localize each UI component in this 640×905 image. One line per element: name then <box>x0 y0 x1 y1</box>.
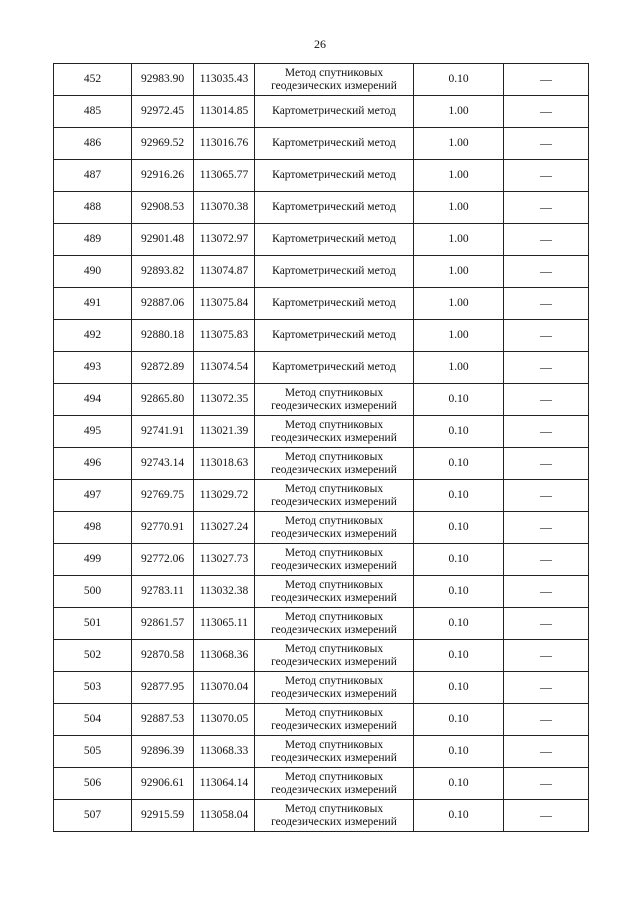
x-coordinate-cell: 92896.39 <box>132 736 194 768</box>
method-cell: Метод спутниковых геодезических измерений <box>255 512 414 544</box>
method-cell: Картометрический метод <box>255 256 414 288</box>
point-number-cell: 491 <box>54 288 132 320</box>
x-coordinate-cell: 92916.26 <box>132 160 194 192</box>
x-coordinate-cell: 92770.91 <box>132 512 194 544</box>
accuracy-cell: 0.10 <box>414 640 504 672</box>
table-row <box>54 256 589 288</box>
accuracy-cell: 1.00 <box>414 288 504 320</box>
x-coordinate-cell: 92908.53 <box>132 192 194 224</box>
x-coordinate-cell: 92901.48 <box>132 224 194 256</box>
x-coordinate-cell: 92972.45 <box>132 96 194 128</box>
note-cell: — <box>504 128 589 160</box>
note-cell: — <box>504 256 589 288</box>
method-cell: Метод спутниковых геодезических измерений <box>255 672 414 704</box>
table-row <box>54 736 589 768</box>
table-row <box>54 672 589 704</box>
note-cell: — <box>504 800 589 832</box>
point-number-cell: 496 <box>54 448 132 480</box>
y-coordinate-cell: 113075.83 <box>194 320 255 352</box>
table-row <box>54 352 589 384</box>
method-cell: Метод спутниковых геодезических измерений <box>255 736 414 768</box>
y-coordinate-cell: 113065.77 <box>194 160 255 192</box>
y-coordinate-cell: 113027.73 <box>194 544 255 576</box>
x-coordinate-cell: 92772.06 <box>132 544 194 576</box>
table-row <box>54 224 589 256</box>
point-number-cell: 490 <box>54 256 132 288</box>
accuracy-cell: 0.10 <box>414 704 504 736</box>
y-coordinate-cell: 113070.38 <box>194 192 255 224</box>
accuracy-cell: 1.00 <box>414 320 504 352</box>
method-cell: Картометрический метод <box>255 288 414 320</box>
x-coordinate-cell: 92915.59 <box>132 800 194 832</box>
accuracy-cell: 1.00 <box>414 352 504 384</box>
method-cell: Картометрический метод <box>255 160 414 192</box>
coordinates-table-body <box>54 64 589 832</box>
point-number-cell: 498 <box>54 512 132 544</box>
accuracy-cell: 1.00 <box>414 128 504 160</box>
accuracy-cell: 0.10 <box>414 384 504 416</box>
method-cell: Метод спутниковых геодезических измерений <box>255 544 414 576</box>
x-coordinate-cell: 92887.06 <box>132 288 194 320</box>
note-cell: — <box>504 160 589 192</box>
x-coordinate-cell: 92743.14 <box>132 448 194 480</box>
table-row <box>54 512 589 544</box>
table-row <box>54 704 589 736</box>
y-coordinate-cell: 113068.33 <box>194 736 255 768</box>
method-cell: Метод спутниковых геодезических измерений <box>255 768 414 800</box>
method-cell: Метод спутниковых геодезических измерений <box>255 576 414 608</box>
y-coordinate-cell: 113021.39 <box>194 416 255 448</box>
table-row <box>54 448 589 480</box>
y-coordinate-cell: 113068.36 <box>194 640 255 672</box>
x-coordinate-cell: 92877.95 <box>132 672 194 704</box>
note-cell: — <box>504 512 589 544</box>
point-number-cell: 492 <box>54 320 132 352</box>
table-row <box>54 160 589 192</box>
y-coordinate-cell: 113070.05 <box>194 704 255 736</box>
point-number-cell: 502 <box>54 640 132 672</box>
method-cell: Метод спутниковых геодезических измерений <box>255 448 414 480</box>
note-cell: — <box>504 352 589 384</box>
method-cell: Метод спутниковых геодезических измерений <box>255 416 414 448</box>
y-coordinate-cell: 113035.43 <box>194 64 255 96</box>
accuracy-cell: 1.00 <box>414 96 504 128</box>
accuracy-cell: 0.10 <box>414 800 504 832</box>
x-coordinate-cell: 92861.57 <box>132 608 194 640</box>
note-cell: — <box>504 64 589 96</box>
method-cell: Метод спутниковых геодезических измерений <box>255 608 414 640</box>
note-cell: — <box>504 640 589 672</box>
y-coordinate-cell: 113018.63 <box>194 448 255 480</box>
note-cell: — <box>504 224 589 256</box>
table-row <box>54 128 589 160</box>
x-coordinate-cell: 92783.11 <box>132 576 194 608</box>
table-row <box>54 544 589 576</box>
y-coordinate-cell: 113032.38 <box>194 576 255 608</box>
table-row <box>54 576 589 608</box>
method-cell: Метод спутниковых геодезических измерений <box>255 384 414 416</box>
point-number-cell: 485 <box>54 96 132 128</box>
x-coordinate-cell: 92969.52 <box>132 128 194 160</box>
x-coordinate-cell: 92865.80 <box>132 384 194 416</box>
point-number-cell: 505 <box>54 736 132 768</box>
y-coordinate-cell: 113074.87 <box>194 256 255 288</box>
coordinates-table <box>53 63 589 832</box>
accuracy-cell: 0.10 <box>414 736 504 768</box>
method-cell: Картометрический метод <box>255 192 414 224</box>
point-number-cell: 495 <box>54 416 132 448</box>
accuracy-cell: 0.10 <box>414 672 504 704</box>
y-coordinate-cell: 113074.54 <box>194 352 255 384</box>
y-coordinate-cell: 113064.14 <box>194 768 255 800</box>
accuracy-cell: 1.00 <box>414 160 504 192</box>
y-coordinate-cell: 113070.04 <box>194 672 255 704</box>
table-row <box>54 320 589 352</box>
note-cell: — <box>504 736 589 768</box>
point-number-cell: 494 <box>54 384 132 416</box>
accuracy-cell: 1.00 <box>414 224 504 256</box>
table-row <box>54 608 589 640</box>
note-cell: — <box>504 544 589 576</box>
point-number-cell: 452 <box>54 64 132 96</box>
point-number-cell: 503 <box>54 672 132 704</box>
y-coordinate-cell: 113072.35 <box>194 384 255 416</box>
accuracy-cell: 1.00 <box>414 192 504 224</box>
note-cell: — <box>504 96 589 128</box>
accuracy-cell: 0.10 <box>414 416 504 448</box>
x-coordinate-cell: 92870.58 <box>132 640 194 672</box>
table-row <box>54 416 589 448</box>
x-coordinate-cell: 92893.82 <box>132 256 194 288</box>
method-cell: Метод спутниковых геодезических измерений <box>255 64 414 96</box>
method-cell: Картометрический метод <box>255 128 414 160</box>
y-coordinate-cell: 113027.24 <box>194 512 255 544</box>
table-row <box>54 288 589 320</box>
note-cell: — <box>504 448 589 480</box>
method-cell: Картометрический метод <box>255 96 414 128</box>
note-cell: — <box>504 576 589 608</box>
page-number: 26 <box>314 37 326 51</box>
method-cell: Метод спутниковых геодезических измерений <box>255 480 414 512</box>
point-number-cell: 489 <box>54 224 132 256</box>
x-coordinate-cell: 92887.53 <box>132 704 194 736</box>
point-number-cell: 501 <box>54 608 132 640</box>
point-number-cell: 500 <box>54 576 132 608</box>
method-cell: Картометрический метод <box>255 320 414 352</box>
y-coordinate-cell: 113029.72 <box>194 480 255 512</box>
table-row <box>54 192 589 224</box>
x-coordinate-cell: 92769.75 <box>132 480 194 512</box>
y-coordinate-cell: 113072.97 <box>194 224 255 256</box>
accuracy-cell: 0.10 <box>414 608 504 640</box>
x-coordinate-cell: 92872.89 <box>132 352 194 384</box>
table-row <box>54 96 589 128</box>
point-number-cell: 504 <box>54 704 132 736</box>
accuracy-cell: 0.10 <box>414 448 504 480</box>
accuracy-cell: 0.10 <box>414 544 504 576</box>
table-row <box>54 384 589 416</box>
y-coordinate-cell: 113016.76 <box>194 128 255 160</box>
note-cell: — <box>504 672 589 704</box>
y-coordinate-cell: 113075.84 <box>194 288 255 320</box>
point-number-cell: 499 <box>54 544 132 576</box>
x-coordinate-cell: 92906.61 <box>132 768 194 800</box>
point-number-cell: 488 <box>54 192 132 224</box>
point-number-cell: 486 <box>54 128 132 160</box>
y-coordinate-cell: 113065.11 <box>194 608 255 640</box>
table-row <box>54 768 589 800</box>
note-cell: — <box>504 480 589 512</box>
x-coordinate-cell: 92741.91 <box>132 416 194 448</box>
point-number-cell: 507 <box>54 800 132 832</box>
method-cell: Метод спутниковых геодезических измерений <box>255 800 414 832</box>
table-row <box>54 64 589 96</box>
accuracy-cell: 0.10 <box>414 480 504 512</box>
note-cell: — <box>504 416 589 448</box>
note-cell: — <box>504 384 589 416</box>
point-number-cell: 493 <box>54 352 132 384</box>
accuracy-cell: 1.00 <box>414 256 504 288</box>
method-cell: Картометрический метод <box>255 224 414 256</box>
point-number-cell: 487 <box>54 160 132 192</box>
y-coordinate-cell: 113058.04 <box>194 800 255 832</box>
point-number-cell: 497 <box>54 480 132 512</box>
note-cell: — <box>504 320 589 352</box>
note-cell: — <box>504 768 589 800</box>
accuracy-cell: 0.10 <box>414 768 504 800</box>
table-row <box>54 640 589 672</box>
method-cell: Картометрический метод <box>255 352 414 384</box>
accuracy-cell: 0.10 <box>414 64 504 96</box>
note-cell: — <box>504 608 589 640</box>
point-number-cell: 506 <box>54 768 132 800</box>
note-cell: — <box>504 288 589 320</box>
note-cell: — <box>504 192 589 224</box>
accuracy-cell: 0.10 <box>414 576 504 608</box>
table-row <box>54 800 589 832</box>
method-cell: Метод спутниковых геодезических измерений <box>255 704 414 736</box>
table-row <box>54 480 589 512</box>
x-coordinate-cell: 92983.90 <box>132 64 194 96</box>
y-coordinate-cell: 113014.85 <box>194 96 255 128</box>
x-coordinate-cell: 92880.18 <box>132 320 194 352</box>
note-cell: — <box>504 704 589 736</box>
method-cell: Метод спутниковых геодезических измерений <box>255 640 414 672</box>
accuracy-cell: 0.10 <box>414 512 504 544</box>
